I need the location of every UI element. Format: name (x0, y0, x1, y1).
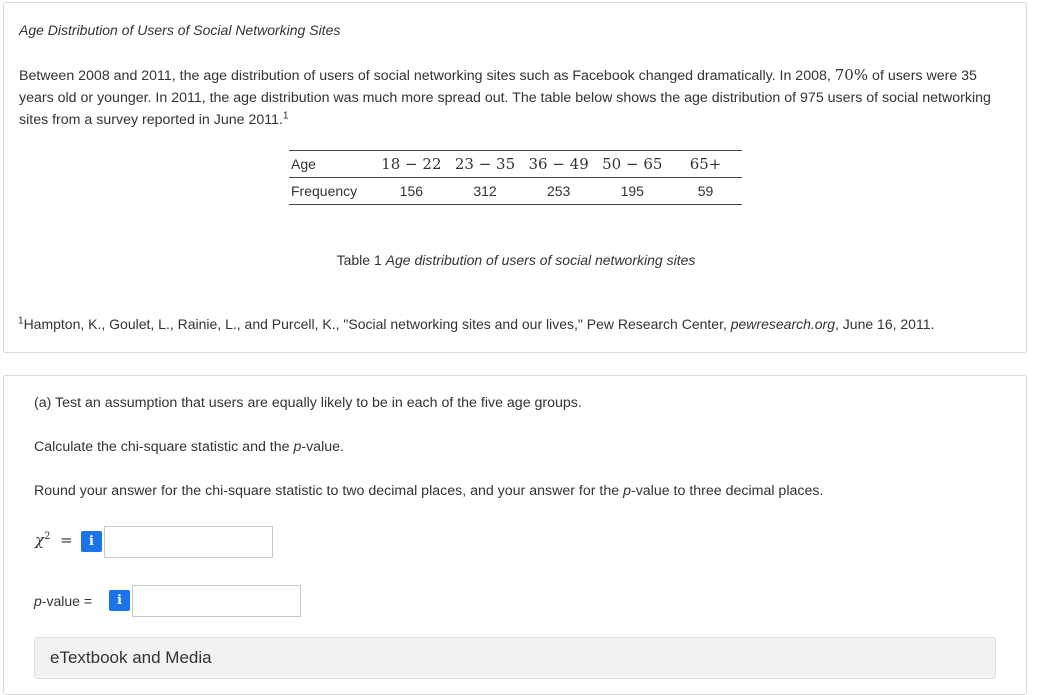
table-caption (4, 252, 1028, 268)
p-value-input[interactable] (132, 585, 301, 617)
caption-prefix: Table 1 (336, 252, 386, 268)
context-text-2: of users were 35 years old or younger. In 2011, the age distribution was much more spread out. The table below shows the age distribution of 975 users of social networking sites from a survey reported in June 2011. (19, 68, 991, 128)
p-value-label-text: -value = (41, 593, 92, 609)
instruction-text: Round your answer for the chi-square statistic to two decimal places, and your answer for the (34, 483, 624, 499)
context-title: Age Distribution of Users of Social Networking Sites (19, 22, 341, 38)
chi-symbol: χ (35, 531, 45, 549)
table-row-age (289, 151, 742, 178)
frequency-cell: 312 (448, 178, 522, 205)
frequency-cell: 59 (669, 178, 742, 205)
context-footnote-ref: 1 (282, 110, 289, 122)
age-group-cell: 50 − 65 (595, 151, 669, 178)
question-card (3, 375, 1027, 695)
age-group-cell: 23 − 35 (448, 151, 522, 178)
age-distribution-table (289, 150, 742, 205)
footnote-date: , June 16, 2011. (835, 316, 935, 332)
p-value-info-icon[interactable]: i (109, 590, 130, 611)
equals-sign: = (60, 531, 73, 549)
instruction-calculate (34, 439, 344, 455)
chi-square-info-icon[interactable]: i (81, 531, 102, 552)
footnote-site: pewresearch.org (730, 316, 836, 332)
p-symbol: p (34, 593, 42, 609)
instruction-text: Calculate the chi-square statistic and the (34, 439, 294, 455)
part-a-prompt: (a) Test an assumption that users are equally likely to be in each of the five age groups. (34, 395, 582, 411)
instruction-rounding (34, 483, 823, 499)
age-group-cell: 65+ (669, 151, 742, 178)
frequency-cell: 195 (595, 178, 669, 205)
age-group-cell: 18 − 22 (375, 151, 449, 178)
table-row-frequency (289, 178, 742, 205)
context-paragraph (19, 64, 1011, 131)
instruction-text: -value to three decimal places. (630, 483, 824, 499)
frequency-cell: 156 (375, 178, 449, 205)
footnote (18, 316, 934, 332)
p-symbol: p (623, 483, 631, 499)
chi-square-input[interactable] (104, 526, 273, 558)
chi-square-label (35, 531, 73, 549)
caption-title: Age distribution of users of social networking sites (385, 252, 696, 268)
footnote-marker: 1 (18, 315, 24, 327)
footnote-text: Hampton, K., Goulet, L., Rainie, L., and Purcell, K., "Social networking sites and our lives," Pew Research Center, (23, 316, 731, 332)
context-text-1: Between 2008 and 2011, the age distribution of users of social networking sites such as Facebook changed dramatically. In 2008, (19, 68, 835, 84)
row-label-frequency: Frequency (289, 178, 375, 205)
instruction-text: -value. (301, 439, 344, 455)
age-group-cell: 36 − 49 (522, 151, 596, 178)
etextbook-media-button[interactable] (34, 637, 996, 679)
context-card (3, 2, 1027, 353)
etextbook-media-label: eTextbook and Media (50, 648, 212, 667)
context-percent: 70% (834, 66, 869, 84)
frequency-cell: 253 (522, 178, 596, 205)
row-label-age: Age (289, 151, 375, 178)
chi-exponent: 2 (44, 531, 51, 542)
p-symbol: p (293, 439, 302, 455)
p-value-label (34, 593, 92, 609)
